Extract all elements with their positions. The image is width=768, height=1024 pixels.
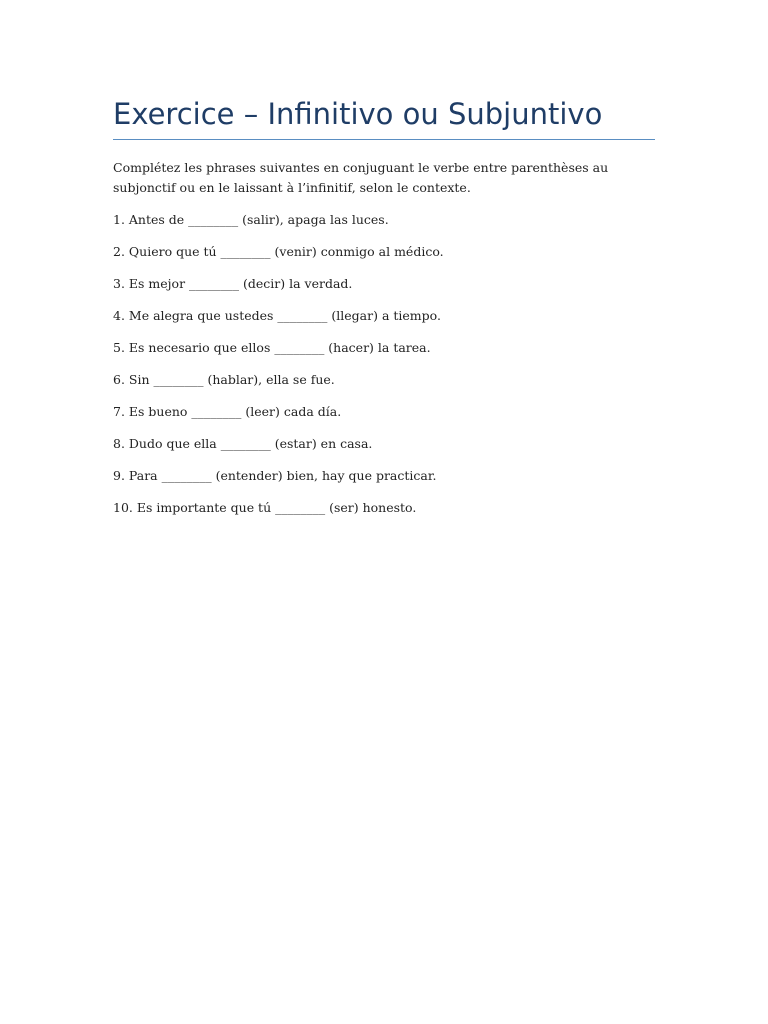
instructions-paragraph: Complétez les phrases suivantes en conjuguant le verbe entre parenthèses au subjonctif ou en le laissant à l’infinitif, selon le contexte. xyxy=(113,160,609,195)
exercise-item: 4. Me alegra que ustedes ________ (llegar) a tiempo. xyxy=(113,308,441,323)
exercise-item: 3. Es mejor ________ (decir) la verdad. xyxy=(113,276,353,291)
exercise-item: 6. Sin ________ (hablar), ella se fue. xyxy=(113,372,335,387)
exercise-item: 7. Es bueno ________ (leer) cada día. xyxy=(113,404,342,419)
exercise-item: 8. Dudo que ella ________ (estar) en casa. xyxy=(113,436,373,451)
exercise-item: 9. Para ________ (entender) bien, hay que practicar. xyxy=(113,468,437,483)
document-title: Exercice – Infinitivo ou Subjuntivo xyxy=(113,97,603,131)
exercise-item: 5. Es necesario que ellos ________ (hacer) la tarea. xyxy=(113,340,431,355)
title-underline xyxy=(113,139,655,140)
exercise-item: 2. Quiero que tú ________ (venir) conmigo al médico. xyxy=(113,244,444,259)
exercise-list xyxy=(113,210,444,530)
exercise-item: 1. Antes de ________ (salir), apaga las luces. xyxy=(113,212,389,227)
exercise-item: 10. Es importante que tú ________ (ser) honesto. xyxy=(113,500,417,515)
